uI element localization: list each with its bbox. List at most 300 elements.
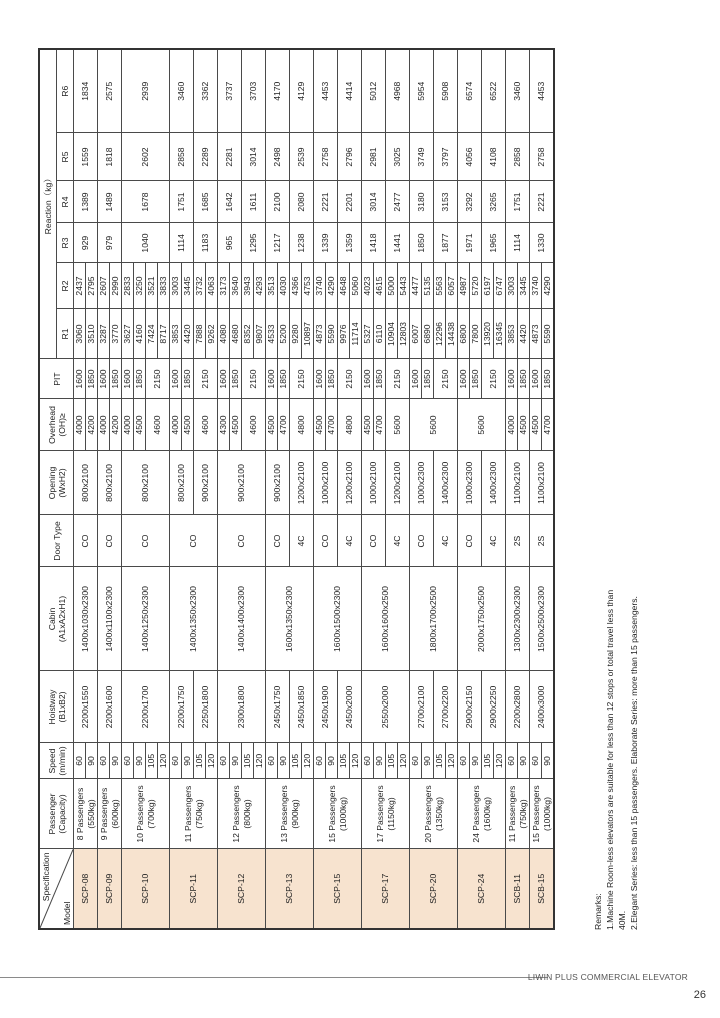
- header-speed: Speed (m/min): [39, 743, 74, 779]
- pit-cell: 1600: [506, 359, 518, 399]
- pit-cell: 1850: [230, 359, 242, 399]
- header-pit: PIT: [39, 359, 74, 399]
- opening-cell: 1000x2100: [362, 451, 386, 515]
- speed-cell: 90: [326, 743, 338, 779]
- r1-cell: 6890: [422, 309, 434, 359]
- r2-cell: 3943: [242, 263, 254, 309]
- opening-cell: 1200x2100: [290, 451, 314, 515]
- cabin-cell: 2000x1750x2500: [458, 567, 506, 671]
- table-row: [506, 49, 518, 929]
- passenger-cell: 13 Passengers (900kg): [266, 779, 314, 849]
- r4-cell: 2080: [290, 181, 314, 223]
- door-cell: CO: [410, 515, 434, 567]
- hoistway-cell: 2450x1850: [290, 671, 314, 743]
- opening-cell: 900x2100: [266, 451, 290, 515]
- r3-cell: 929: [74, 223, 98, 263]
- pit-cell: 1850: [518, 359, 530, 399]
- speed-cell: 60: [506, 743, 518, 779]
- passenger-cell: 9 Passengers (600kg): [98, 779, 122, 849]
- opening-cell: 800x2100: [98, 451, 122, 515]
- model-cell: SCB-15: [530, 849, 555, 929]
- r4-cell: 2201: [338, 181, 362, 223]
- r2-cell: 2990: [110, 263, 122, 309]
- cabin-cell: 1800x1700x2500: [410, 567, 458, 671]
- r5-cell: 2858: [170, 133, 194, 181]
- header-opening: Opening (WxH2): [39, 451, 74, 515]
- passenger-cell: 10 Passengers (700kg): [122, 779, 170, 849]
- header-reaction: Reaction（kg）: [39, 49, 57, 359]
- table-row: [314, 49, 326, 929]
- r5-cell: 3014: [242, 133, 266, 181]
- header-door-type: Door Type: [39, 515, 74, 567]
- cabin-cell: 1400x1400x2300: [218, 567, 266, 671]
- speed-cell: 90: [470, 743, 482, 779]
- r1-cell: 4160: [134, 309, 146, 359]
- r6-cell: 4453: [530, 49, 555, 133]
- r2-cell: 3640: [230, 263, 242, 309]
- r1-cell: 5200: [278, 309, 290, 359]
- speed-cell: 120: [302, 743, 314, 779]
- model-cell: SCP-20: [410, 849, 458, 929]
- opening-cell: 1200x2100: [338, 451, 362, 515]
- opening-cell: 900x2100: [194, 451, 218, 515]
- speed-cell: 90: [422, 743, 434, 779]
- r1-cell: 7424: [146, 309, 158, 359]
- speed-cell: 105: [242, 743, 254, 779]
- speed-cell: 60: [314, 743, 326, 779]
- passenger-cell: 8 Passengers (550kg): [74, 779, 98, 849]
- r2-cell: 4366: [290, 263, 302, 309]
- r6-cell: 3460: [506, 49, 530, 133]
- overhead-cell: 4000: [170, 399, 182, 451]
- speed-cell: 105: [290, 743, 302, 779]
- door-cell: 4C: [482, 515, 506, 567]
- pit-cell: 1600: [170, 359, 182, 399]
- r1-cell: 3853: [506, 309, 518, 359]
- cabin-cell: 1400x1350x2300: [170, 567, 218, 671]
- pit-cell: 2150: [242, 359, 266, 399]
- r2-cell: 3513: [266, 263, 278, 309]
- table-row: [218, 49, 230, 929]
- r6-cell: 3703: [242, 49, 266, 133]
- specification-table: [38, 48, 555, 930]
- speed-cell: 90: [110, 743, 122, 779]
- r2-cell: 4753: [302, 263, 314, 309]
- r2-cell: 3250: [134, 263, 146, 309]
- r3-cell: 1971: [458, 223, 482, 263]
- pit-cell: 2150: [386, 359, 410, 399]
- door-cell: CO: [362, 515, 386, 567]
- overhead-cell: 4000: [506, 399, 518, 451]
- r5-cell: 1818: [98, 133, 122, 181]
- speed-cell: 60: [122, 743, 134, 779]
- opening-cell: 800x2100: [74, 451, 98, 515]
- overhead-cell: 4500: [266, 399, 278, 451]
- speed-cell: 105: [146, 743, 158, 779]
- passenger-cell: 17 Passengers (1150kg): [362, 779, 410, 849]
- r3-cell: 1339: [314, 223, 338, 263]
- r2-cell: 3740: [314, 263, 326, 309]
- r1-cell: 3287: [98, 309, 110, 359]
- header-r2: R2: [57, 263, 74, 309]
- r4-cell: 3014: [362, 181, 386, 223]
- r5-cell: 2758: [314, 133, 338, 181]
- cabin-cell: 1600x1600x2500: [362, 567, 410, 671]
- r2-cell: 5720: [470, 263, 482, 309]
- pit-cell: 1600: [458, 359, 470, 399]
- r1-cell: 5327: [362, 309, 374, 359]
- remarks-title: Remarks:: [593, 893, 603, 930]
- speed-cell: 60: [362, 743, 374, 779]
- r6-cell: 6574: [458, 49, 482, 133]
- overhead-cell: 4000: [122, 399, 134, 451]
- header-r3: R3: [57, 223, 74, 263]
- speed-cell: 90: [182, 743, 194, 779]
- pit-cell: 2150: [482, 359, 506, 399]
- r5-cell: 2796: [338, 133, 362, 181]
- door-cell: CO: [458, 515, 482, 567]
- model-cell: SCP-12: [218, 849, 266, 929]
- hoistway-cell: 2450x1750: [266, 671, 290, 743]
- r1-cell: 3853: [170, 309, 182, 359]
- r2-cell: 2833: [122, 263, 134, 309]
- r4-cell: 1489: [98, 181, 122, 223]
- pit-cell: 1600: [530, 359, 542, 399]
- r6-cell: 4170: [266, 49, 290, 133]
- overhead-cell: 4700: [374, 399, 386, 451]
- overhead-cell: 4200: [110, 399, 122, 451]
- r2-cell: 3173: [218, 263, 230, 309]
- r5-cell: 2758: [530, 133, 555, 181]
- r6-cell: 1834: [74, 49, 98, 133]
- door-cell: CO: [98, 515, 122, 567]
- r2-cell: 4290: [326, 263, 338, 309]
- table-row: [362, 49, 374, 929]
- r1-cell: 6800: [458, 309, 470, 359]
- r5-cell: 2498: [266, 133, 290, 181]
- pit-cell: 1850: [134, 359, 146, 399]
- pit-cell: 1850: [326, 359, 338, 399]
- r6-cell: 5908: [434, 49, 458, 133]
- passenger-cell: 15 Passengers (1000kg): [530, 779, 555, 849]
- hoistway-cell: 2700x2100: [410, 671, 434, 743]
- r1-cell: 4680: [230, 309, 242, 359]
- model-cell: SCP-11: [170, 849, 218, 929]
- model-label: Model: [62, 901, 72, 925]
- door-cell: 4C: [290, 515, 314, 567]
- overhead-cell: 4000: [98, 399, 110, 451]
- door-cell: CO: [266, 515, 290, 567]
- hoistway-cell: 2200x1550: [74, 671, 98, 743]
- r6-cell: 5954: [410, 49, 434, 133]
- speed-cell: 105: [386, 743, 398, 779]
- pit-cell: 1850: [278, 359, 290, 399]
- pit-cell: 2150: [338, 359, 362, 399]
- table-row: [458, 49, 470, 929]
- overhead-cell: 5600: [386, 399, 410, 451]
- r1-cell: 8352: [242, 309, 254, 359]
- hoistway-cell: 2400x3000: [530, 671, 555, 743]
- r2-cell: 3732: [194, 263, 206, 309]
- r5-cell: 4108: [482, 133, 506, 181]
- r4-cell: 2100: [266, 181, 290, 223]
- r6-cell: 4414: [338, 49, 362, 133]
- spec-table-rotated: [38, 50, 623, 930]
- r1-cell: 14438: [446, 309, 458, 359]
- r5-cell: 2539: [290, 133, 314, 181]
- r5-cell: 4056: [458, 133, 482, 181]
- r6-cell: 4129: [290, 49, 314, 133]
- opening-cell: 900x2100: [218, 451, 266, 515]
- passenger-cell: 12 Passengers (800kg): [218, 779, 266, 849]
- speed-cell: 120: [158, 743, 170, 779]
- header-r4: R4: [57, 181, 74, 223]
- header-r5: R5: [57, 133, 74, 181]
- r2-cell: 2795: [86, 263, 98, 309]
- hoistway-cell: 2700x2200: [434, 671, 458, 743]
- r2-cell: 4648: [338, 263, 350, 309]
- speed-cell: 60: [530, 743, 542, 779]
- r4-cell: 3265: [482, 181, 506, 223]
- overhead-cell: 4500: [134, 399, 146, 451]
- overhead-cell: 4800: [338, 399, 362, 451]
- r1-cell: 3060: [74, 309, 86, 359]
- r1-cell: 9262: [206, 309, 218, 359]
- r1-cell: 6110: [374, 309, 386, 359]
- r3-cell: 1330: [530, 223, 555, 263]
- overhead-cell: 5600: [410, 399, 458, 451]
- pit-cell: 1850: [182, 359, 194, 399]
- spec-model-header: [39, 849, 74, 929]
- speed-cell: 90: [134, 743, 146, 779]
- pit-cell: 2150: [146, 359, 170, 399]
- r2-cell: 4023: [362, 263, 374, 309]
- speed-cell: 120: [206, 743, 218, 779]
- r1-cell: 4873: [314, 309, 326, 359]
- pit-cell: 1850: [86, 359, 98, 399]
- passenger-cell: 24 Passengers (1600kg): [458, 779, 506, 849]
- header-passenger: Passenger (Capacity): [39, 779, 74, 849]
- opening-cell: 1000x2300: [410, 451, 434, 515]
- overhead-cell: 4800: [290, 399, 314, 451]
- table-row: [530, 49, 542, 929]
- r3-cell: 1877: [434, 223, 458, 263]
- speed-cell: 60: [74, 743, 86, 779]
- header-overhead: Overhead (OH)≥: [39, 399, 74, 451]
- overhead-cell: 4300: [218, 399, 230, 451]
- opening-cell: 1000x2100: [314, 451, 338, 515]
- table-row: [122, 49, 134, 929]
- overhead-cell: 4500: [182, 399, 194, 451]
- remarks: [592, 570, 688, 930]
- r1-cell: 11714: [350, 309, 362, 359]
- opening-cell: 800x2100: [122, 451, 170, 515]
- speed-cell: 120: [254, 743, 266, 779]
- r4-cell: 3292: [458, 181, 482, 223]
- table-row: [98, 49, 110, 929]
- door-cell: 4C: [338, 515, 362, 567]
- r6-cell: 3362: [194, 49, 218, 133]
- footer-divider: [0, 977, 548, 978]
- model-cell: SCP-08: [74, 849, 98, 929]
- model-cell: SCP-15: [314, 849, 362, 929]
- r5-cell: 2281: [218, 133, 242, 181]
- r3-cell: 1359: [338, 223, 362, 263]
- r5-cell: 1559: [74, 133, 98, 181]
- footer-title: LIWIN PLUS COMMERCIAL ELEVATOR: [527, 972, 688, 982]
- r1-cell: 12296: [434, 309, 446, 359]
- overhead-cell: 4500: [518, 399, 530, 451]
- pit-cell: 1600: [410, 359, 422, 399]
- r5-cell: 2858: [506, 133, 530, 181]
- door-cell: 2S: [506, 515, 530, 567]
- r6-cell: 5012: [362, 49, 386, 133]
- speed-cell: 60: [218, 743, 230, 779]
- pit-cell: 2150: [194, 359, 218, 399]
- model-cell: SCB-11: [506, 849, 530, 929]
- overhead-cell: 4600: [242, 399, 266, 451]
- cabin-cell: 1500x2500x2300: [530, 567, 555, 671]
- r1-cell: 5590: [326, 309, 338, 359]
- r3-cell: 965: [218, 223, 242, 263]
- pit-cell: 1850: [422, 359, 434, 399]
- r4-cell: 1685: [194, 181, 218, 223]
- hoistway-cell: 2450x2000: [338, 671, 362, 743]
- model-cell: SCP-10: [122, 849, 170, 929]
- r5-cell: 3749: [410, 133, 434, 181]
- r1-cell: 7888: [194, 309, 206, 359]
- r1-cell: 9807: [254, 309, 266, 359]
- speed-cell: 60: [410, 743, 422, 779]
- r3-cell: 1040: [122, 223, 170, 263]
- speed-cell: 60: [458, 743, 470, 779]
- speed-cell: 120: [350, 743, 362, 779]
- hoistway-cell: 2550x2000: [362, 671, 410, 743]
- r2-cell: 3833: [158, 263, 170, 309]
- hoistway-cell: 2200x2800: [506, 671, 530, 743]
- r6-cell: 2575: [98, 49, 122, 133]
- r5-cell: 2981: [362, 133, 386, 181]
- overhead-cell: 4600: [194, 399, 218, 451]
- table-row: [410, 49, 422, 929]
- r1-cell: 4420: [182, 309, 194, 359]
- remark-line-1: 1.Machine Room-less elevators are suitable for less than 12 stops or total travel less than 40M.: [605, 589, 627, 930]
- r1-cell: 3770: [110, 309, 122, 359]
- passenger-cell: 20 Passengers (1350kg): [410, 779, 458, 849]
- r2-cell: 3003: [170, 263, 182, 309]
- r3-cell: 1295: [242, 223, 266, 263]
- pit-cell: 1600: [218, 359, 230, 399]
- r2-cell: 6197: [482, 263, 494, 309]
- speed-cell: 120: [446, 743, 458, 779]
- speed-cell: 60: [98, 743, 110, 779]
- r3-cell: 1418: [362, 223, 386, 263]
- table-row: [170, 49, 182, 929]
- speed-cell: 105: [338, 743, 350, 779]
- opening-cell: 1100x2100: [530, 451, 555, 515]
- r1-cell: 4080: [218, 309, 230, 359]
- door-cell: 2S: [530, 515, 555, 567]
- pit-cell: 1600: [362, 359, 374, 399]
- model-cell: SCP-24: [458, 849, 506, 929]
- r2-cell: 4030: [278, 263, 290, 309]
- door-cell: CO: [122, 515, 170, 567]
- r1-cell: 4533: [266, 309, 278, 359]
- r6-cell: 6522: [482, 49, 506, 133]
- r1-cell: 5590: [542, 309, 555, 359]
- r1-cell: 3510: [86, 309, 98, 359]
- r1-cell: 4420: [518, 309, 530, 359]
- overhead-cell: 4700: [278, 399, 290, 451]
- hoistway-cell: 2900x2250: [482, 671, 506, 743]
- cabin-cell: 1600x1350x2300: [266, 567, 314, 671]
- opening-cell: 1400x2300: [482, 451, 506, 515]
- pit-cell: 1850: [374, 359, 386, 399]
- r3-cell: 1114: [170, 223, 194, 263]
- passenger-cell: 15 Passengers (1000kg): [314, 779, 362, 849]
- overhead-cell: 4200: [86, 399, 98, 451]
- r3-cell: 1238: [290, 223, 314, 263]
- pit-cell: 1850: [542, 359, 555, 399]
- door-cell: 4C: [386, 515, 410, 567]
- r6-cell: 4453: [314, 49, 338, 133]
- overhead-cell: 4700: [542, 399, 555, 451]
- r1-cell: 4873: [530, 309, 542, 359]
- door-cell: CO: [314, 515, 338, 567]
- overhead-cell: 4500: [530, 399, 542, 451]
- hoistway-cell: 2450x1900: [314, 671, 338, 743]
- cabin-cell: 1400x1250x2300: [122, 567, 170, 671]
- r1-cell: 6007: [410, 309, 422, 359]
- speed-cell: 60: [266, 743, 278, 779]
- r5-cell: 2602: [122, 133, 170, 181]
- r4-cell: 2477: [386, 181, 410, 223]
- r1-cell: 13920: [482, 309, 494, 359]
- r1-cell: 7800: [470, 309, 482, 359]
- r1-cell: 16345: [494, 309, 506, 359]
- cabin-cell: 1400x1100x2300: [98, 567, 122, 671]
- r3-cell: 1217: [266, 223, 290, 263]
- specification-label: Specification: [41, 852, 51, 902]
- passenger-cell: 11 Passengers (750kg): [170, 779, 218, 849]
- speed-cell: 90: [542, 743, 555, 779]
- overhead-cell: 4500: [230, 399, 242, 451]
- r2-cell: 4063: [206, 263, 218, 309]
- model-cell: SCP-13: [266, 849, 314, 929]
- opening-cell: 1100x2100: [506, 451, 530, 515]
- model-cell: SCP-09: [98, 849, 122, 929]
- opening-cell: 1000x2300: [458, 451, 482, 515]
- cabin-cell: 1600x1500x2300: [314, 567, 362, 671]
- hoistway-cell: 2200x1700: [122, 671, 170, 743]
- overhead-cell: 4000: [74, 399, 86, 451]
- hoistway-cell: 2200x1600: [98, 671, 122, 743]
- r2-cell: 3445: [518, 263, 530, 309]
- overhead-cell: 4500: [362, 399, 374, 451]
- r4-cell: 2221: [530, 181, 555, 223]
- r1-cell: 8717: [158, 309, 170, 359]
- r5-cell: 2289: [194, 133, 218, 181]
- speed-cell: 90: [374, 743, 386, 779]
- r2-cell: 4477: [410, 263, 422, 309]
- r4-cell: 1389: [74, 181, 98, 223]
- door-cell: CO: [218, 515, 266, 567]
- r2-cell: 3003: [506, 263, 518, 309]
- speed-cell: 60: [170, 743, 182, 779]
- r2-cell: 3445: [182, 263, 194, 309]
- pit-cell: 1600: [266, 359, 278, 399]
- r3-cell: 1114: [506, 223, 530, 263]
